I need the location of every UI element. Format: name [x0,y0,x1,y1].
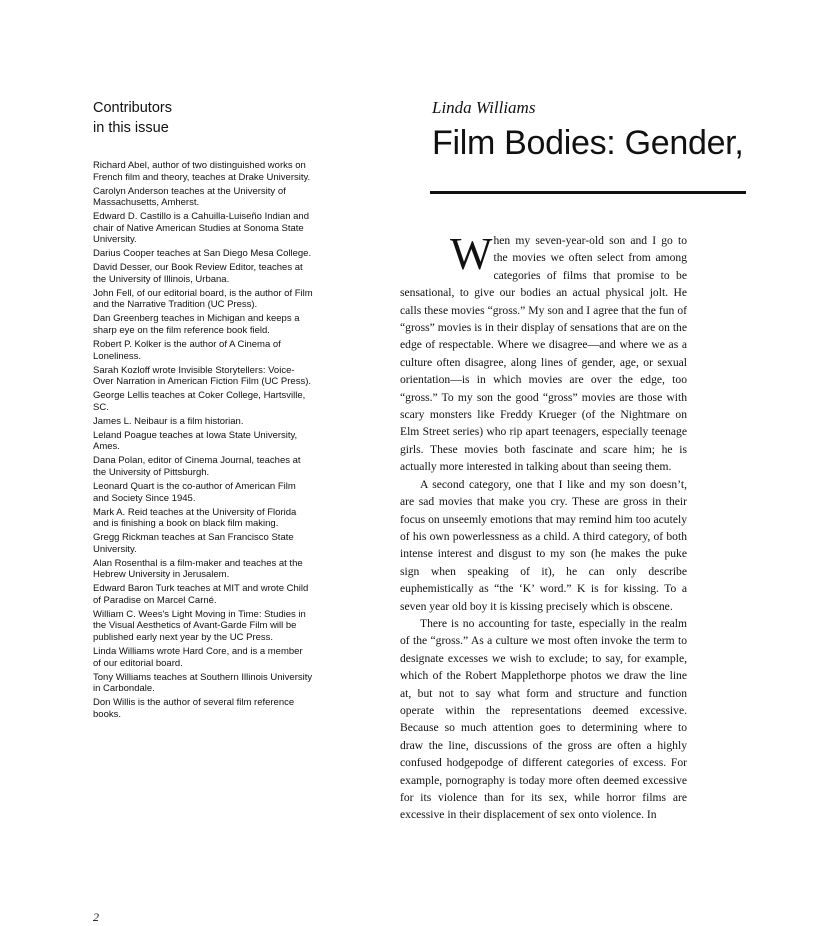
contributor-entry: Carolyn Anderson teaches at the University of Massachusetts, Amherst. [93,185,286,209]
contributor-entry: Don Willis is the author of several film reference books. [93,697,295,720]
contributor-entry: Dan Greenberg teaches in Michigan and keeps a sharp eye on the film reference book field. [93,313,300,337]
contributor-entry: Tony Williams teaches at Southern Illinois University in Carbondale. [93,671,313,695]
contributor-entry: John Fell, of our editorial board, is the author of Film and the Narrative Tradition (UC Press). [93,287,313,311]
article-paragraph [400,229,687,476]
contributor-list [93,160,313,720]
contributor-entry: David Desser, our Book Review Editor, teaches at the University of Illinois, Urbana. [93,262,303,285]
contributor-entry: Gregg Rickman teaches at San Francisco State University. [93,532,294,555]
contributor-entry: Leonard Quart is the co-author of American Film and Society Since 1945. [93,480,296,504]
contributors-heading-line2: in this issue [93,120,169,136]
contributor-entry: Mark A. Reid teaches at the University of Florida and is finishing a book on black film making. [93,506,297,530]
contributor-entry: Edward D. Castillo is a Cahuilla-Luiseño Indian and chair of Native American Studies at Sonoma State University. [93,211,309,246]
drop-cap: W [450,229,493,279]
contributor-entry: Edward Baron Turk teaches at MIT and wrote Child of Paradise on Marcel Carné. [93,583,309,606]
contributor-entry: James L. Neibaur is a film historian. [93,415,244,427]
contributor-entry: Sarah Kozloff wrote Invisible Storytellers: Voice-Over Narration in American Fiction Film (UC Press). [93,364,312,388]
contributor-entry: Leland Poague teaches at Iowa State University, Ames. [93,429,298,453]
contributors-heading-line1: Contributors [93,100,172,116]
page-number: 2 [93,910,99,924]
contributor-entry: Alan Rosenthal is a film-maker and teaches at the Hebrew University in Jerusalem. [93,557,303,581]
article-title: Film Bodies: Gender, [432,124,744,162]
contributor-entry: Dana Polan, editor of Cinema Journal, teaches at the University of Pittsburgh. [93,455,301,478]
contributors-heading [93,98,313,138]
article-body [400,229,687,824]
article-author: Linda Williams [432,98,536,117]
article-paragraph: A second category, one that I like and my son doesn’t, are sad movies that make you cry. These are gross in their focus on unseemly emotions that may remind him too acutely of his own powerlessness as a child. A third category, of both intense interest and disgust to my son (he makes the puke sign when speaking of it), he can only describe euphemistically as “the ‘K’ word.” K is for kissing. To a seven year old boy it is kissing precisely which is obscene. [400,477,687,613]
article-paragraph-text: hen my seven-year-old son and I go to the movies we often select from among categories of films that promise to be sensational, to give our bodies an actual physical jolt. He calls these movies “gross.” My son and I agree that the fun of “gross” movies is in their display of sensations that are on the edge of respectable. Where we disagree—and where we as a culture often disagree, along lines of gender, age, or sexual orientation—is in which movies are over the edge, too “gross.” To my son the good “gross” movies are those with scary monsters like Freddy Krueger (of the Nightmare on Elm Street series) who rip apart teenagers, especially teenage girls. These movies both fascinate and scare him; he is actually more interested in talking about than seeing them. [400,234,687,474]
contributor-entry: George Lellis teaches at Coker College, Hartsville, SC. [93,390,306,413]
contributor-entry: Richard Abel, author of two distinguished works on French film and theory, teaches at Drake University. [93,160,311,183]
contributor-entry: Robert P. Kolker is the author of A Cinema of Loneliness. [93,339,281,362]
contributor-entry: William C. Wees's Light Moving in Time: Studies in the Visual Aesthetics of Avant-Garde Film will be published early next year by the UC Press. [93,608,306,643]
contributor-entry: Linda Williams wrote Hard Core, and is a member of our editorial board. [93,645,303,669]
contributor-entry: Darius Cooper teaches at San Diego Mesa College. [93,248,312,260]
title-rule [430,191,746,194]
article-paragraph: There is no accounting for taste, especially in the realm of the “gross.” As a culture we most often invoke the term to designate excesses we wish to exclude; to say, for example, which of the Robert Mapplethorpe photos we draw the line at, but not to say what form and structure and function operate within the representations deemed excessive. Because so much attention goes to determining where to draw the line, discussions of the gross are often a highly confused hodgepodge of different categories of excess. For example, pornography is today more often deemed excessive for its violence than for its sex, while horror films are excessive in their displacement of sex onto violence. In [400,616,687,822]
contributors-column [93,98,313,723]
